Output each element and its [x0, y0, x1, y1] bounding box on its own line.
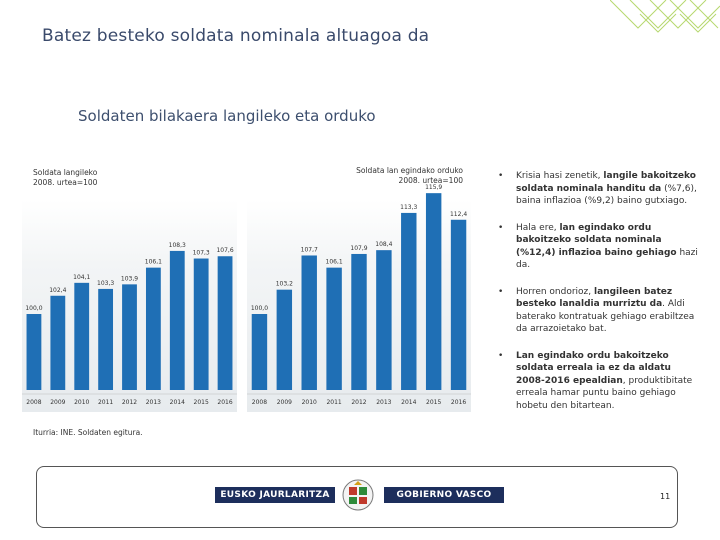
data-label-2013: 108,4	[375, 241, 393, 249]
page-number: 11	[660, 492, 671, 501]
left-chart-label-line2: 2008. urtea=100	[33, 178, 98, 187]
data-label-2011: 106,1	[325, 258, 343, 266]
bar-2011	[326, 268, 341, 390]
data-label-2008: 100,0	[25, 305, 43, 312]
x-tick-2016: 2016	[217, 399, 233, 406]
bar-2010	[302, 255, 317, 390]
data-label-2014: 113,3	[400, 203, 418, 211]
data-label-2008: 100,0	[250, 305, 269, 312]
left-chart-label-line1: Soldata langileko	[33, 168, 98, 177]
bullet-item-1: • Krisia hasi zenetik, langile bakoitzeko soldata nominala handitu da (%7,6), baina inflazioa (%9,2) baino gutxiago.	[498, 170, 698, 208]
data-label-2012: 107,9	[350, 244, 368, 252]
source-note: Iturria: INE. Soldaten egitura.	[33, 428, 143, 437]
data-label-2014: 108,3	[168, 241, 186, 249]
x-tick-2008: 2008	[26, 399, 42, 406]
right-chart-label-line2: 2008. urtea=100	[398, 176, 463, 185]
page-title: Batez besteko soldata nominala altuagoa da	[42, 26, 430, 46]
x-tick-2014: 2014	[401, 399, 417, 406]
page-subtitle: Soldaten bilakaera langileko eta orduko	[78, 107, 376, 125]
data-label-2010: 107,7	[300, 246, 318, 254]
bullet-list	[498, 170, 698, 426]
data-label-2012: 103,9	[120, 275, 139, 283]
x-tick-2009: 2009	[276, 399, 292, 406]
bar-2008	[252, 314, 267, 390]
x-tick-2015: 2015	[193, 399, 209, 406]
x-tick-2010: 2010	[74, 399, 90, 406]
x-tick-2008: 2008	[251, 399, 268, 406]
data-label-2016: 107,6	[216, 247, 234, 255]
x-tick-2011: 2011	[326, 399, 342, 406]
data-label-2009: 103,2	[275, 280, 293, 288]
logo-gobierno-vasco: GOBIERNO VASCO	[384, 487, 504, 503]
x-tick-2013: 2013	[145, 399, 162, 406]
x-tick-2010: 2010	[301, 399, 317, 406]
x-tick-2014: 2014	[169, 399, 185, 406]
bar-2015	[426, 193, 441, 390]
data-label-2011: 103,3	[97, 279, 115, 287]
x-tick-2011: 2011	[97, 399, 114, 406]
data-label-2015: 115,9	[425, 184, 443, 192]
x-tick-2009: 2009	[50, 399, 66, 406]
x-tick-2013: 2013	[376, 399, 392, 406]
bullet-item-4: • Lan egindako ordu bakoitzeko soldata erreala ia ez da aldatu 2008-2016 epealdian, produktibitate erreala hamar puntu baino gehiago hobetu den bitartean.	[498, 350, 698, 413]
bar-2013	[376, 250, 391, 390]
bullet-item-2: • Hala ere, lan egindako ordu bakoitzeko soldata nominala (%12,4) inflazioa baino gehiago hazi da.	[498, 222, 698, 272]
x-tick-2012: 2012	[121, 399, 138, 406]
bar-2014	[401, 213, 416, 390]
data-label-2013: 106,1	[144, 258, 162, 266]
x-tick-2016: 2016	[450, 399, 467, 406]
data-label-2009: 102,4	[49, 286, 67, 294]
x-tick-2012: 2012	[351, 399, 367, 406]
logo-eusko-jaurlaritza: EUSKO JAURLARITZA	[215, 487, 335, 503]
x-tick-2015: 2015	[426, 399, 442, 406]
data-label-2010: 104,1	[73, 273, 91, 281]
bullet-item-3: • Horren ondorioz, langileen batez besteko lanaldia murriztu da. Aldi baterako kontratuak gehiago erabiltzea da arrazoietako bat.	[498, 286, 698, 336]
bar-2016	[451, 220, 466, 390]
bar-2012	[351, 254, 366, 390]
coat-of-arms-icon	[340, 478, 376, 512]
right-chart-label-line1: Soldata lan egindako orduko	[356, 166, 463, 175]
bar-2009	[277, 290, 292, 390]
data-label-2016: 112,4	[449, 210, 468, 218]
data-label-2015: 107,3	[192, 249, 210, 257]
